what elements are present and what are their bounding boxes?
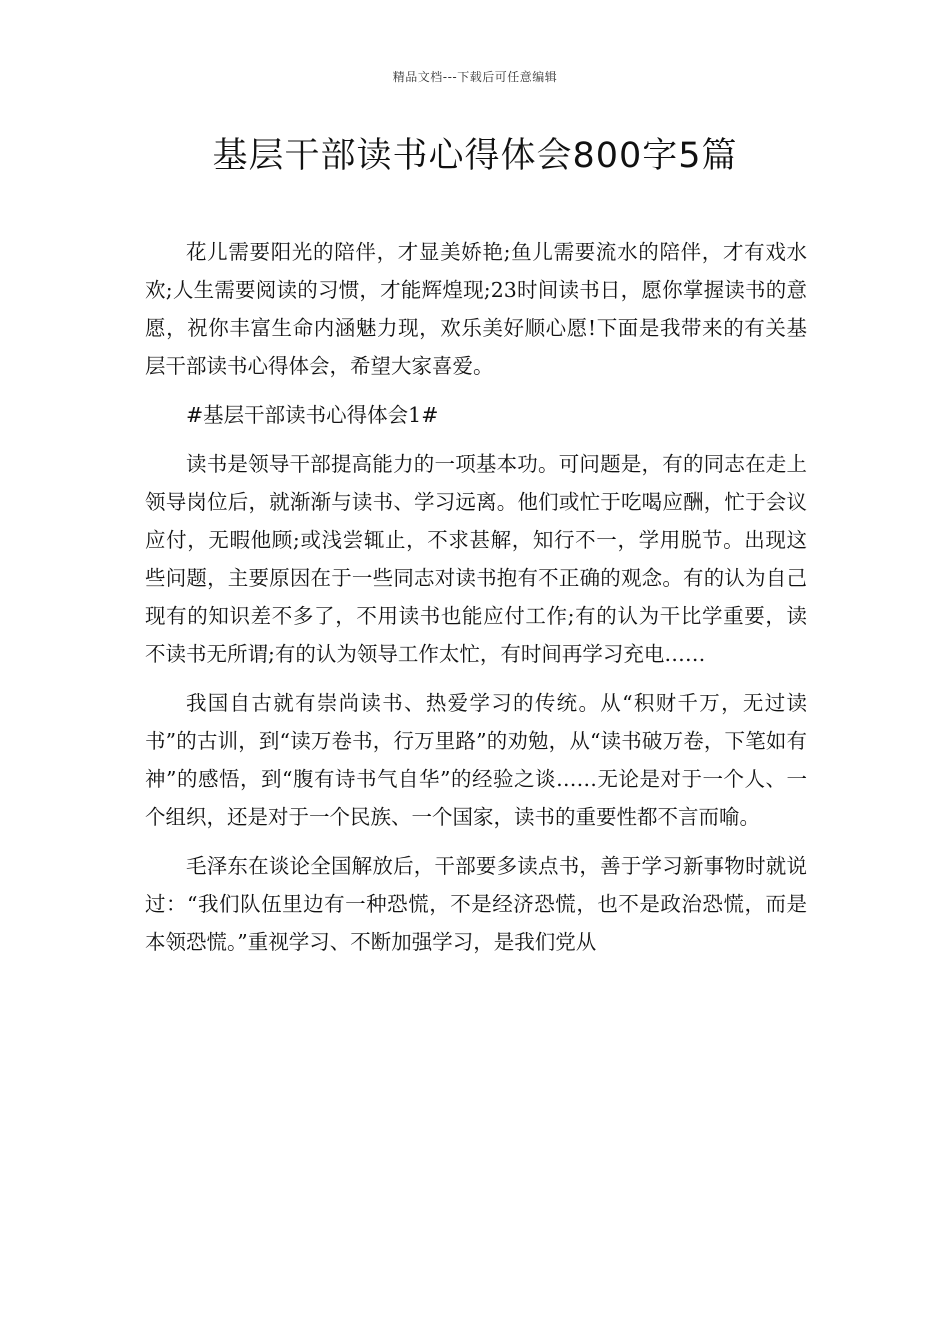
paragraph: 读书是领导干部提高能力的一项基本功。可问题是，有的同志在走上领导岗位后，就渐渐与读书、学习远离。他们或忙于吃喝应酬，忙于会议应付，无暇他顾;或浅尝辄止，不求甚解，知行不一，学用脱节。出现这些问题，主要原因在于一些同志对读书抱有不正确的观念。有的认为自己现有的知识差不多了，不用读书也能应付工作;有的认为干比学重要，读不读书无所谓;有的认为领导工作太忙，有时间再学习充电……	[145, 452, 807, 666]
document-title: 基层干部读书心得体会800字5篇	[212, 136, 738, 176]
paragraph: 我国自古就有崇尚读书、热爱学习的传统。从“积财千万，无过读书”的古训，到“读万卷书，行万里路”的劝勉，从“读书破万卷，下笔如有神”的感悟，到“腹有诗书气自华”的经验之谈……无论是对于一个人、一个组织，还是对于一个民族、一个国家，读书的重要性都不言而喻。	[145, 691, 807, 829]
paragraph-intro: 花儿需要阳光的陪伴，才显美娇艳;鱼儿需要流水的陪伴，才有戏水欢;人生需要阅读的习惯，才能辉煌现;23时间读书日，愿你掌握读书的意愿，祝你丰富生命内涵魅力现，欢乐美好顺心愿!下面是我带来的有关基层干部读书心得体会，希望大家喜爱。	[145, 240, 807, 378]
paragraph: 毛泽东在谈论全国解放后，干部要多读点书，善于学习新事物时就说过：“我们队伍里边有一种恐慌，不是经济恐慌，也不是政治恐慌，而是本领恐慌。”重视学习、不断加强学习，是我们党从	[145, 854, 807, 954]
section-heading: #基层干部读书心得体会1#	[186, 403, 439, 427]
document-body	[145, 233, 807, 972]
header-note: 精品文档---下载后可任意编辑	[392, 70, 558, 84]
